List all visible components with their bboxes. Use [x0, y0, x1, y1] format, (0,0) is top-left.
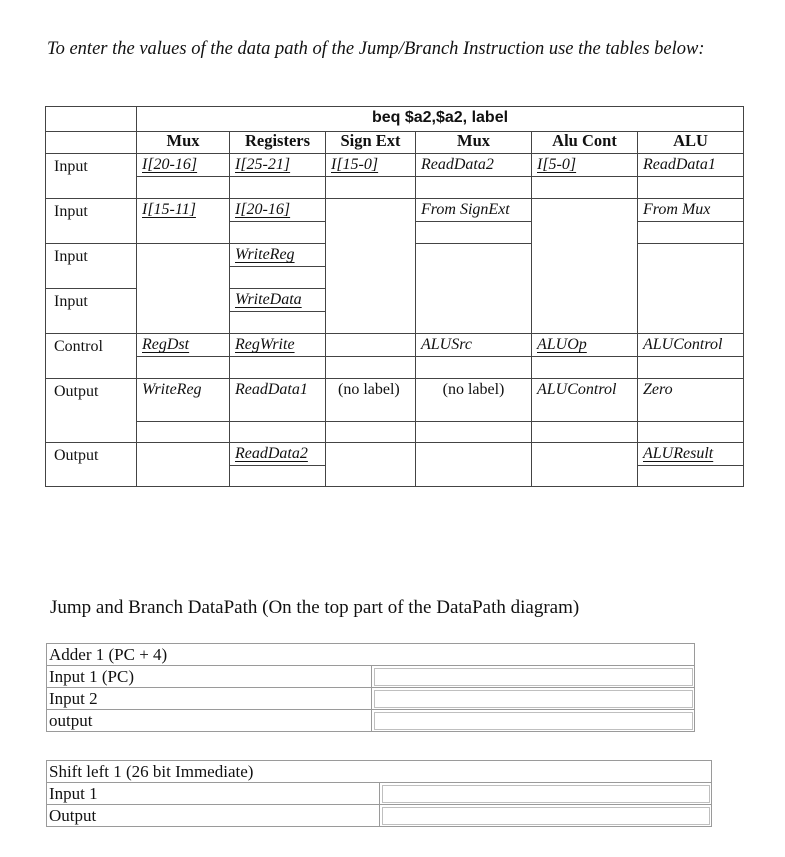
header-mux: Mux: [137, 132, 230, 154]
shift-output-value[interactable]: [380, 805, 712, 827]
empty-cell[interactable]: [326, 422, 416, 443]
mux2-input2-value[interactable]: From SignExt: [416, 199, 532, 222]
header-alu-cont: Alu Cont: [532, 132, 638, 154]
empty-cell[interactable]: [532, 357, 638, 379]
empty-cell[interactable]: [137, 422, 230, 443]
empty-cell[interactable]: [326, 466, 416, 487]
adder-input1-value[interactable]: [372, 666, 695, 688]
aluctrl-control-value[interactable]: ALUOp: [532, 334, 638, 357]
mux1-control-value[interactable]: RegDst: [137, 334, 230, 357]
empty-cell[interactable]: [532, 443, 638, 466]
empty-cell[interactable]: [416, 267, 532, 289]
adder-row-label: Input 2: [47, 688, 372, 710]
empty-cell[interactable]: [638, 466, 744, 487]
alu-output1-value[interactable]: Zero: [638, 379, 744, 422]
header-mux-2: Mux: [416, 132, 532, 154]
mux1-output-value[interactable]: WriteReg: [137, 379, 230, 422]
adder-title: Adder 1 (PC + 4): [47, 644, 695, 666]
row-label-output: Output: [46, 443, 137, 466]
adder-row-label: Input 1 (PC): [47, 666, 372, 688]
mux2-control-value[interactable]: ALUSrc: [416, 334, 532, 357]
instructions-text: To enter the values of the data path of the Jump/Branch Instruction use the tables below:: [47, 39, 705, 59]
header-sign-ext: Sign Ext: [326, 132, 416, 154]
aluctrl-output-value[interactable]: ALUControl: [532, 379, 638, 422]
mux1-input2-value[interactable]: I[15-11]: [137, 199, 230, 222]
empty-cell[interactable]: [532, 199, 638, 222]
empty-cell[interactable]: [416, 222, 532, 244]
shift-title: Shift left 1 (26 bit Immediate): [47, 761, 712, 783]
empty-cell[interactable]: [416, 466, 532, 487]
adder-output-value[interactable]: [372, 710, 695, 732]
empty-cell[interactable]: [416, 422, 532, 443]
empty-cell[interactable]: [532, 422, 638, 443]
mux2-output-value[interactable]: (no label): [416, 379, 532, 422]
instruction-title: beq $a2,$a2, label: [137, 107, 744, 132]
adder-table: [46, 643, 695, 732]
jump-branch-heading: Jump and Branch DataPath (On the top part of the DataPath diagram): [50, 597, 580, 618]
header-alu: ALU: [638, 132, 744, 154]
adder-input2-value[interactable]: [372, 688, 695, 710]
registers-input3-value[interactable]: WriteReg: [230, 244, 326, 267]
registers-input4-value[interactable]: WriteData: [230, 289, 326, 312]
empty-cell[interactable]: [230, 422, 326, 443]
row-label-output: Output: [46, 379, 137, 422]
empty-cell[interactable]: [416, 357, 532, 379]
empty-cell[interactable]: [326, 267, 416, 289]
empty-cell[interactable]: [137, 312, 230, 334]
empty-cell[interactable]: [230, 312, 326, 334]
empty-cell[interactable]: [137, 222, 230, 244]
signext-output-value[interactable]: (no label): [326, 379, 416, 422]
empty-cell[interactable]: [230, 177, 326, 199]
empty-cell[interactable]: [326, 334, 416, 357]
alu-input1-value[interactable]: ReadData1: [638, 154, 744, 177]
signext-input1-value[interactable]: I[15-0]: [326, 154, 416, 177]
empty-cell[interactable]: [638, 244, 744, 267]
empty-cell[interactable]: [137, 267, 230, 289]
empty-cell[interactable]: [638, 357, 744, 379]
row-label-control: Control: [46, 334, 137, 357]
empty-cell[interactable]: [230, 357, 326, 379]
registers-output2-value[interactable]: ReadData2: [230, 443, 326, 466]
mux1-input1-value[interactable]: I[20-16]: [137, 154, 230, 177]
empty-cell[interactable]: [326, 357, 416, 379]
blank-cell: [46, 312, 137, 334]
empty-cell[interactable]: [638, 177, 744, 199]
empty-cell[interactable]: [532, 222, 638, 244]
empty-cell[interactable]: [326, 199, 416, 222]
empty-cell[interactable]: [137, 244, 230, 267]
row-label-input: Input: [46, 154, 137, 177]
empty-cell[interactable]: [326, 244, 416, 267]
blank-cell: [46, 466, 137, 487]
header-registers: Registers: [230, 132, 326, 154]
empty-cell[interactable]: [416, 312, 532, 334]
alu-control-value[interactable]: ALUControl: [638, 334, 744, 357]
empty-cell[interactable]: [532, 466, 638, 487]
empty-cell[interactable]: [137, 357, 230, 379]
row-label-input: Input: [46, 289, 137, 312]
registers-input2-value[interactable]: I[20-16]: [230, 199, 326, 222]
empty-cell[interactable]: [230, 466, 326, 487]
datapath-table: [45, 106, 744, 487]
blank-cell: [46, 222, 137, 244]
empty-cell[interactable]: [416, 289, 532, 312]
empty-cell[interactable]: [326, 443, 416, 466]
empty-cell[interactable]: [638, 267, 744, 289]
empty-cell[interactable]: [638, 222, 744, 244]
alu-input2-value[interactable]: From Mux: [638, 199, 744, 222]
registers-control-value[interactable]: RegWrite: [230, 334, 326, 357]
empty-cell[interactable]: [326, 177, 416, 199]
empty-cell[interactable]: [416, 443, 532, 466]
empty-cell[interactable]: [416, 244, 532, 267]
empty-cell[interactable]: [326, 222, 416, 244]
empty-cell[interactable]: [416, 177, 532, 199]
empty-cell[interactable]: [137, 466, 230, 487]
mux2-input1-value[interactable]: ReadData2: [416, 154, 532, 177]
registers-output1-value[interactable]: ReadData1: [230, 379, 326, 422]
empty-cell[interactable]: [638, 312, 744, 334]
blank-cell: [46, 357, 137, 379]
empty-cell[interactable]: [532, 289, 638, 312]
empty-cell[interactable]: [532, 177, 638, 199]
registers-input1-value[interactable]: I[25-21]: [230, 154, 326, 177]
shift-input1-value[interactable]: [380, 783, 712, 805]
empty-cell[interactable]: [532, 244, 638, 267]
shift-table: [46, 760, 712, 827]
empty-cell[interactable]: [532, 267, 638, 289]
row-label-input: Input: [46, 244, 137, 267]
empty-cell[interactable]: [137, 289, 230, 312]
blank-cell: [46, 267, 137, 289]
empty-cell[interactable]: [137, 177, 230, 199]
empty-cell[interactable]: [532, 312, 638, 334]
empty-cell[interactable]: [638, 289, 744, 312]
empty-cell[interactable]: [326, 289, 416, 312]
empty-cell[interactable]: [137, 443, 230, 466]
alu-output2-value[interactable]: ALUResult: [638, 443, 744, 466]
blank-cell: [46, 422, 137, 443]
aluctrl-input1-value[interactable]: I[5-0]: [532, 154, 638, 177]
blank-cell: [46, 107, 137, 132]
row-label-input: Input: [46, 199, 137, 222]
blank-cell: [46, 177, 137, 199]
empty-cell[interactable]: [638, 422, 744, 443]
empty-cell[interactable]: [230, 222, 326, 244]
blank-cell: [46, 132, 137, 154]
empty-cell[interactable]: [326, 312, 416, 334]
adder-row-label: output: [47, 710, 372, 732]
shift-row-label: Output: [47, 805, 380, 827]
empty-cell[interactable]: [230, 267, 326, 289]
shift-row-label: Input 1: [47, 783, 380, 805]
